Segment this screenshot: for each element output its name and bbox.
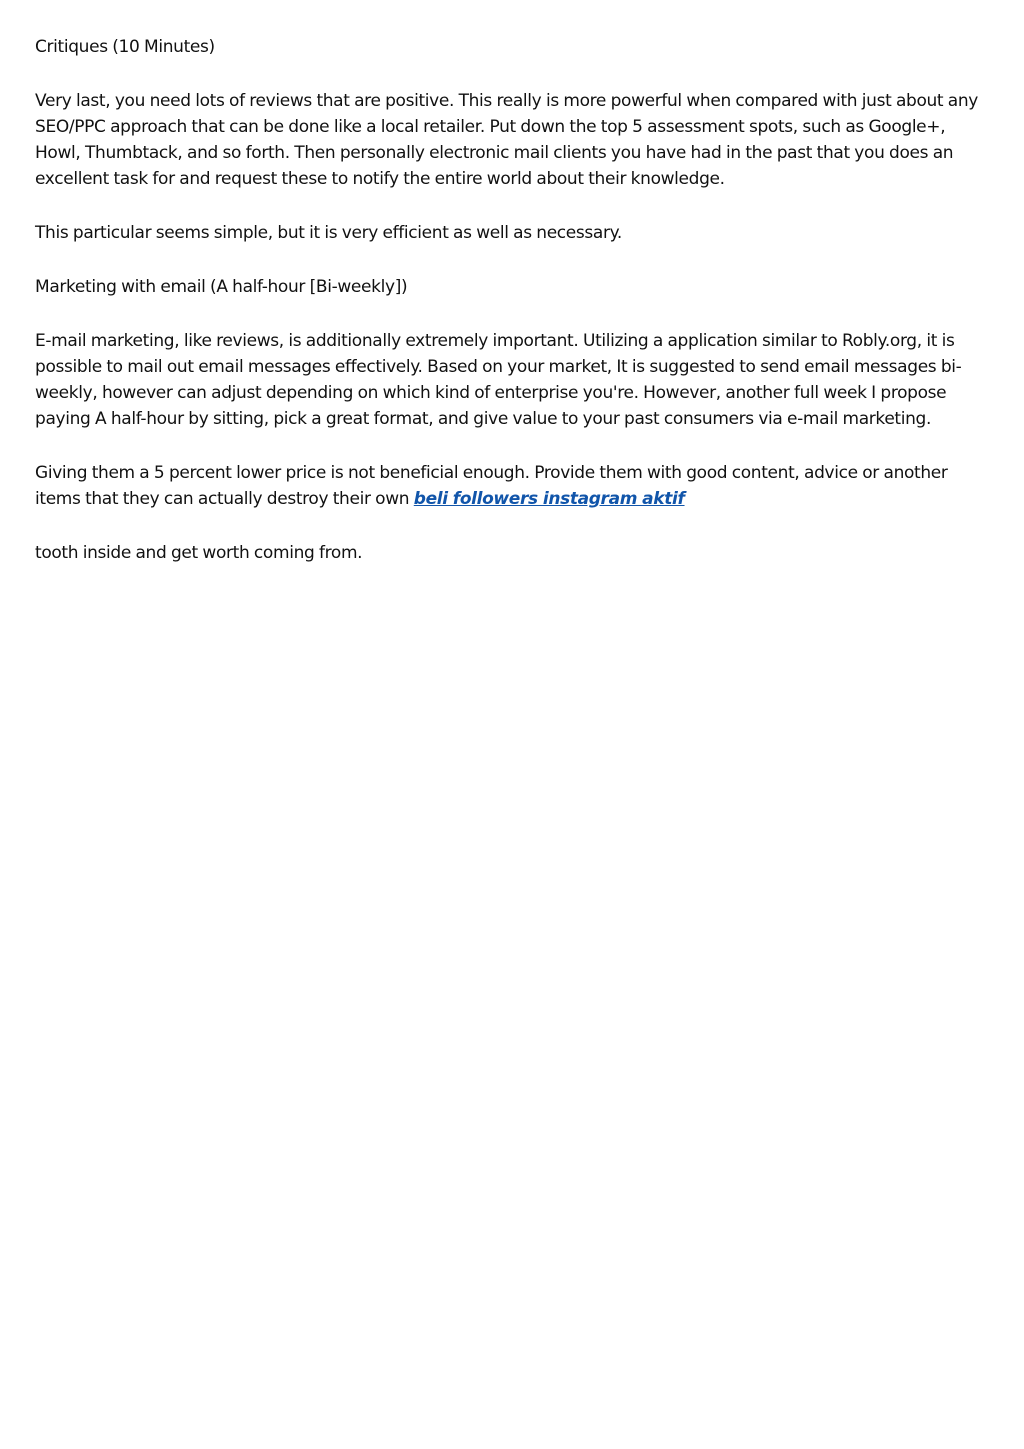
document-page	[35, 34, 995, 594]
email-heading: Marketing with email (A half-hour [Bi-weekly])	[35, 277, 408, 297]
reviews-paragraph: Very last, you need lots of reviews that are positive. This really is more powerful when compared with just about any SEO/PPC approach that can be done like a local retailer. Put down the top 5 assessment spots, such as Google+, Howl, Thumbtack, and so forth. Then personally electronic mail clients you have had in the past that you does an excellent task for and request these to notify the entire world about their knowledge.	[35, 91, 979, 189]
tooth-paragraph: tooth inside and get worth coming from.	[35, 543, 363, 563]
giving-paragraph-text: Giving them a 5 percent lower price is not beneficial enough. Provide them with good content, advice or another items that they can actually destroy their own	[35, 463, 948, 509]
email-paragraph: E-mail marketing, like reviews, is additionally extremely important. Utilizing a application similar to Robly.org, it is possible to mail out email messages effectively. Based on your market, It is suggested to send email messages bi-weekly, however can adjust depending on which kind of enterprise you're. However, another full week I propose paying A half-hour by sitting, pick a great format, and give value to your past consumers via e-mail marketing.	[35, 331, 962, 429]
simple-paragraph: This particular seems simple, but it is very efficient as well as necessary.	[35, 223, 622, 243]
giving-paragraph	[35, 460, 995, 512]
reviews-heading: Critiques (10 Minutes)	[35, 37, 215, 57]
instagram-followers-link[interactable]: beli followers instagram aktif	[413, 489, 685, 509]
